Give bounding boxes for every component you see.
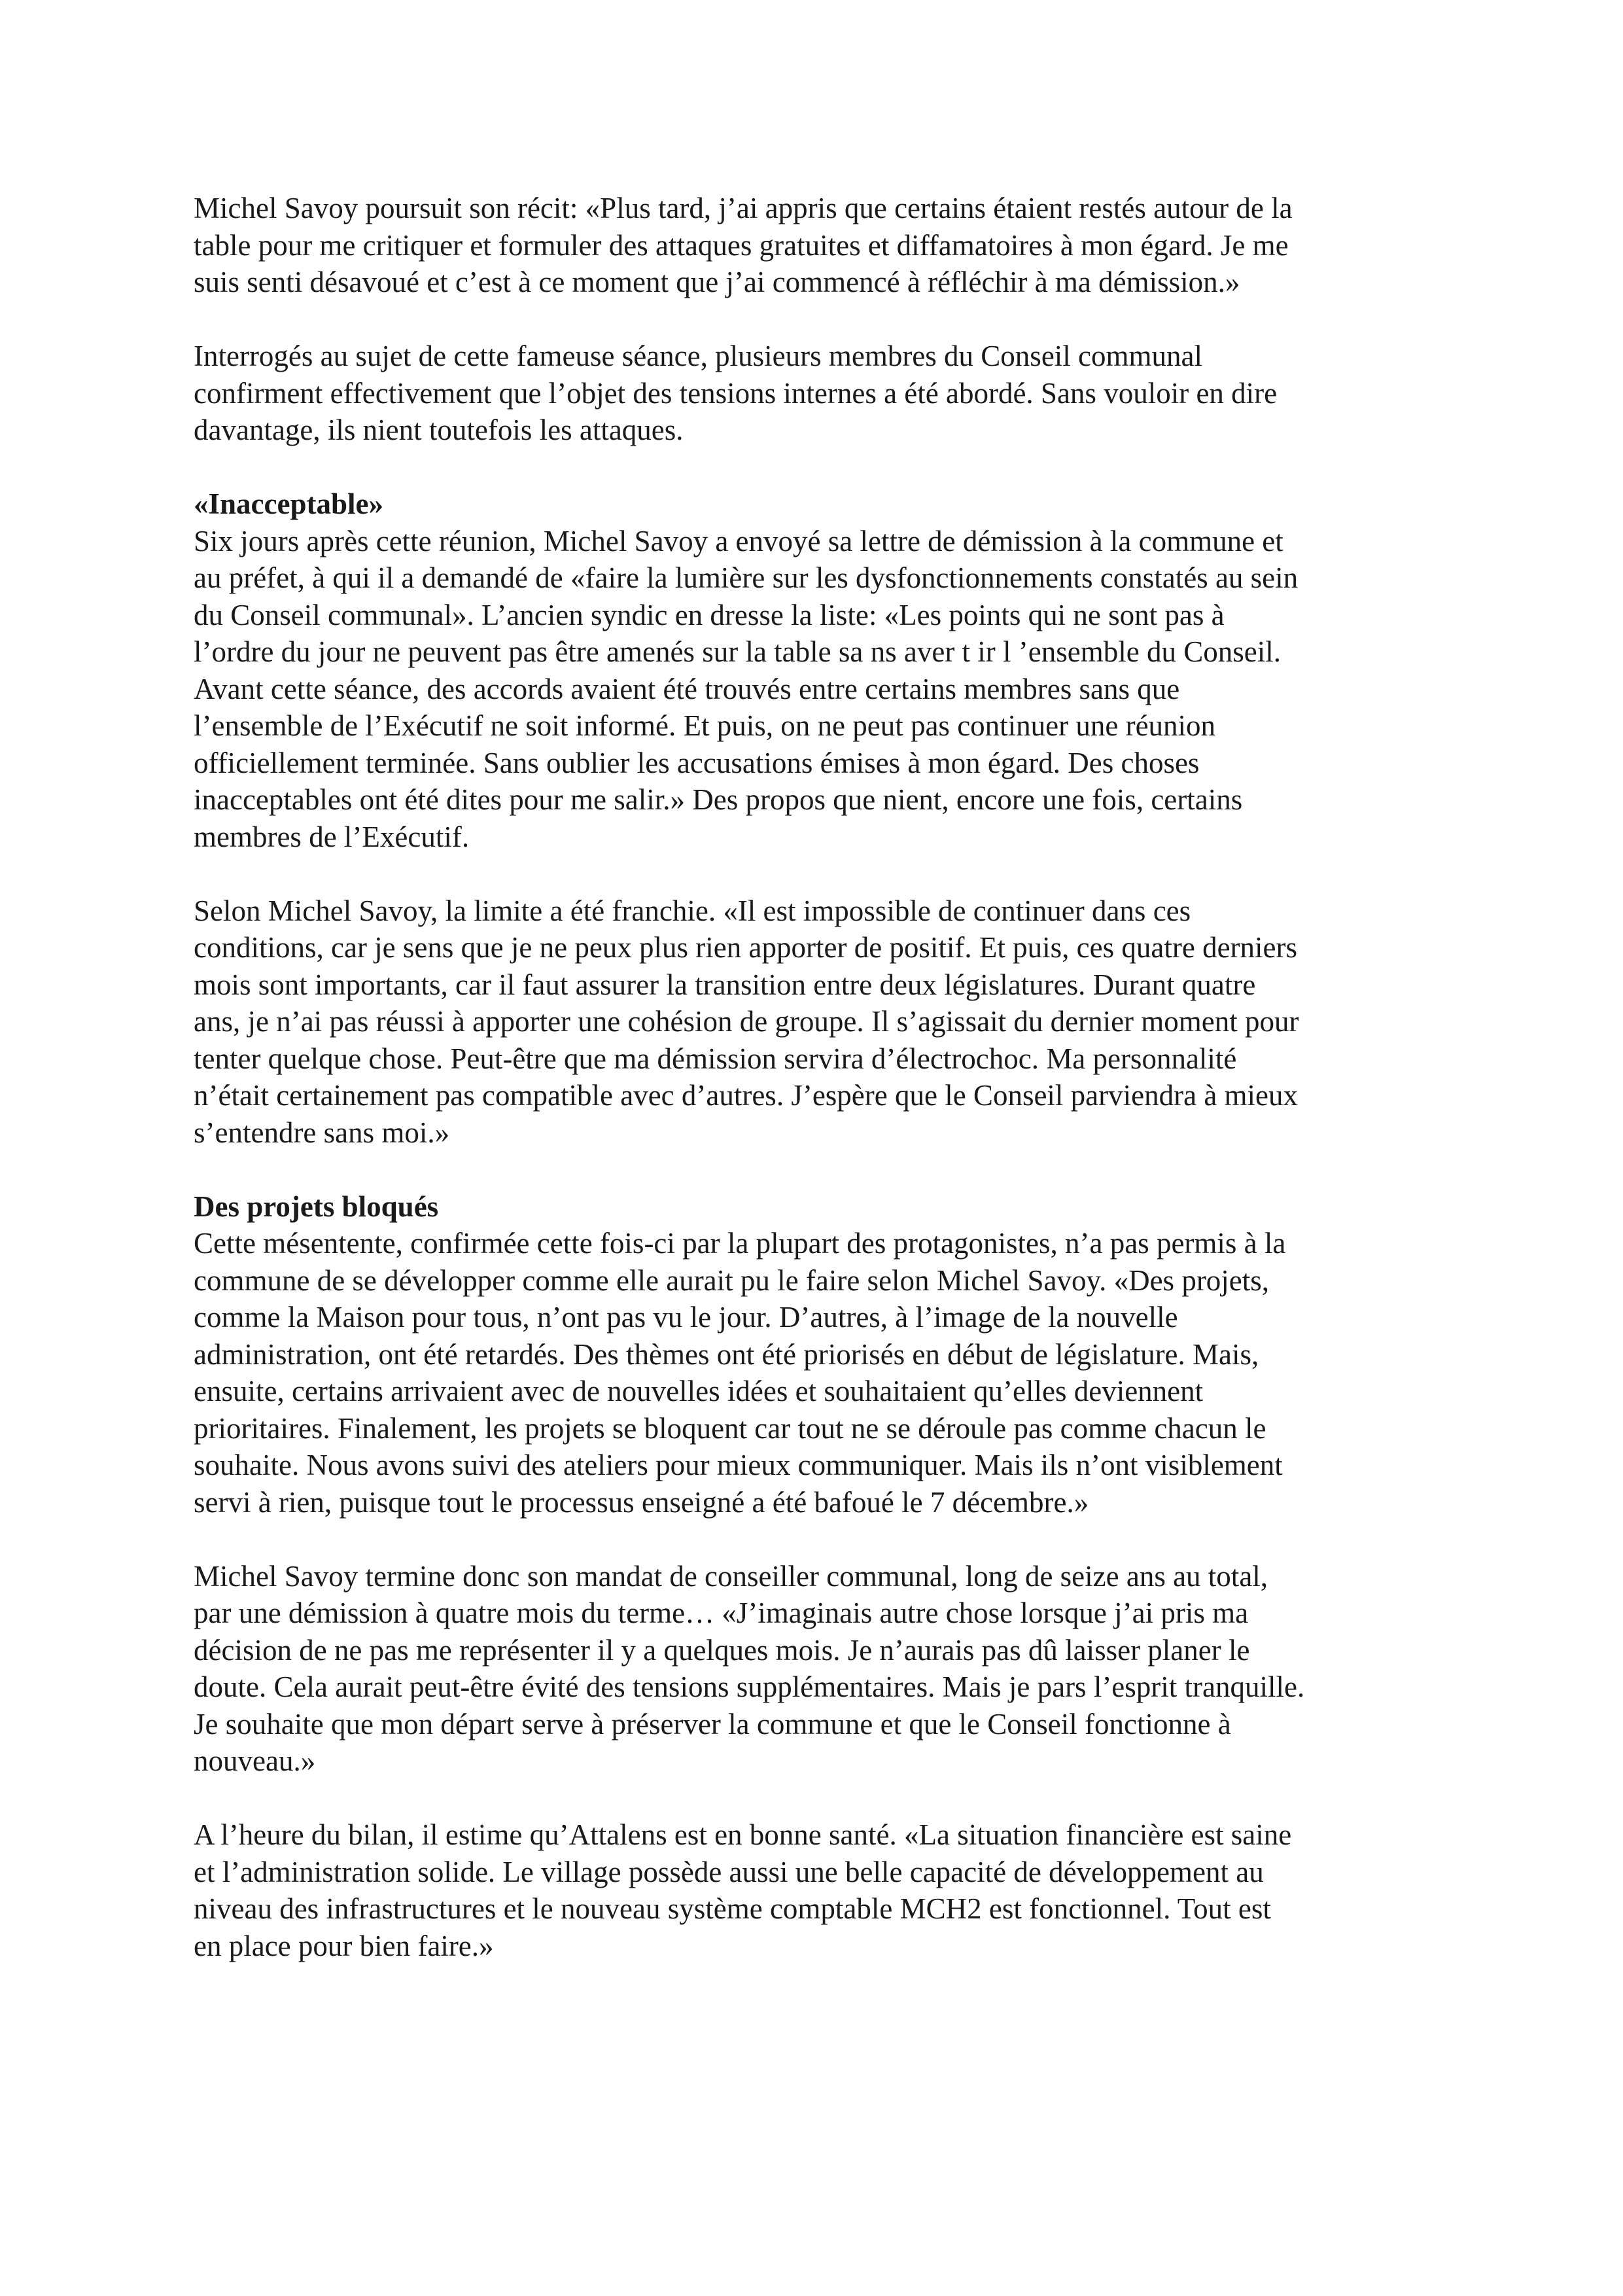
text-line: inacceptables ont été dites pour me salir.» Des propos que nient, encore une fois, certains: [194, 783, 1243, 816]
text-line: Je souhaite que mon départ serve à préserver la commune et que le Conseil fonctionne à: [194, 1707, 1231, 1740]
text-line: mois sont importants, car il faut assurer la transition entre deux législatures. Durant quatre: [194, 968, 1256, 1001]
text-line: conditions, car je sens que je ne peux plus rien apporter de positif. Et puis, ces quatre derniers: [194, 931, 1297, 964]
paragraph: [194, 523, 1450, 856]
text-line: l’ensemble de l’Exécutif ne soit informé. Et puis, on ne peut pas continuer une réunion: [194, 709, 1216, 742]
text-line: Avant cette séance, des accords avaient été trouvés entre certains membres sans que: [194, 672, 1180, 705]
text-line: A l’heure du bilan, il estime qu’Attalens est en bonne santé. «La situation financière est saine: [194, 1818, 1292, 1851]
paragraph: [194, 338, 1450, 449]
text-line: nouveau.»: [194, 1744, 316, 1777]
text-line: Interrogés au sujet de cette fameuse séance, plusieurs membres du Conseil communal: [194, 340, 1202, 372]
text-line: confirment effectivement que l’objet des tensions internes a été abordé. Sans vouloir en dire: [194, 376, 1278, 410]
text-line: doute. Cela aurait peut-être évité des tensions supplémentaires. Mais je pars l’esprit tranquille.: [194, 1670, 1305, 1703]
paragraph: [194, 1558, 1450, 1780]
paragraph: [194, 1816, 1450, 1964]
text-line: Six jours après cette réunion, Michel Savoy a envoyé sa lettre de démission à la commune et: [194, 524, 1283, 557]
text-line: décision de ne pas me représenter il y a quelques mois. Je n’aurais pas dû laisser planer le: [194, 1633, 1250, 1667]
text-line: l’ordre du jour ne peuvent pas être amenés sur la table sa ns aver t ir l ’ensemble du Conseil.: [194, 635, 1281, 668]
text-line: par une démission à quatre mois du terme… «J’imaginais autre chose lorsque j’ai pris ma: [194, 1597, 1249, 1629]
section-heading: Des projets bloqués: [194, 1190, 439, 1223]
text-line: davantage, ils nient toutefois les attaques.: [194, 414, 684, 446]
text-line: servi à rien, puisque tout le processus enseigné a été bafoué le 7 décembre.»: [194, 1485, 1089, 1519]
text-line: du Conseil communal». L’ancien syndic en dresse la liste: «Les points qui ne sont pas à: [194, 598, 1225, 631]
text-line: souhaite. Nous avons suivi des ateliers pour mieux communiquer. Mais ils n’ont visiblement: [194, 1449, 1283, 1481]
text-line: Selon Michel Savoy, la limite a été franchie. «Il est impossible de continuer dans ces: [194, 894, 1191, 927]
text-line: au préfet, à qui il a demandé de «faire la lumière sur les dysfonctionnements constatés au sein: [194, 561, 1299, 594]
text-line: Michel Savoy poursuit son récit: «Plus tard, j’ai appris que certains étaient restés autour de la: [194, 192, 1293, 224]
text-line: membres de l’Exécutif.: [194, 820, 470, 853]
text-line: Michel Savoy termine donc son mandat de conseiller communal, long de seize ans au total,: [194, 1559, 1268, 1593]
text-line: officiellement terminée. Sans oublier les accusations émises à mon égard. Des choses: [194, 746, 1200, 779]
text-line: comme la Maison pour tous, n’ont pas vu le jour. D’autres, à l’image de la nouvelle: [194, 1301, 1178, 1333]
text-line: suis senti désavoué et c’est à ce moment que j’ai commencé à réfléchir à ma démission.»: [194, 266, 1240, 298]
text-line: ensuite, certains arrivaient avec de nouvelles idées et souhaitaient qu’elles deviennent: [194, 1375, 1204, 1407]
text-line: et l’administration solide. Le village possède aussi une belle capacité de développement au: [194, 1855, 1264, 1888]
text-line: n’était certainement pas compatible avec d’autres. J’espère que le Conseil parviendra à mieux: [194, 1079, 1299, 1112]
text-line: Cette mésentente, confirmée cette fois-ci par la plupart des protagonistes, n’a pas permis à la: [194, 1227, 1286, 1260]
text-line: s’entendre sans moi.»: [194, 1116, 450, 1149]
text-line: en place pour bien faire.»: [194, 1929, 494, 1962]
text-line: prioritaires. Finalement, les projets se bloquent car tout ne se déroule pas comme chacun le: [194, 1411, 1266, 1445]
section-heading: «Inacceptable»: [194, 487, 383, 520]
paragraph: [194, 892, 1450, 1152]
text-line: table pour me critiquer et formuler des attaques gratuites et diffamatoires à mon égard. Je me: [194, 228, 1289, 262]
text-line: administration, ont été retardés. Des thèmes ont été priorisés en début de législature. Mais,: [194, 1337, 1259, 1371]
paragraph: [194, 1225, 1450, 1521]
text-line: tenter quelque chose. Peut-être que ma démission servira d’électrochoc. Ma personnalité: [194, 1042, 1237, 1075]
text-line: commune de se développer comme elle aurait pu le faire selon Michel Savoy. «Des projets,: [194, 1263, 1270, 1297]
document-page: [194, 190, 1450, 1964]
text-line: niveau des infrastructures et le nouveau système comptable MCH2 est fonctionnel. Tout est: [194, 1892, 1271, 1925]
text-line: ans, je n’ai pas réussi à apporter une cohésion de groupe. Il s’agissait du dernier moment pour: [194, 1005, 1299, 1038]
paragraph: [194, 190, 1450, 301]
